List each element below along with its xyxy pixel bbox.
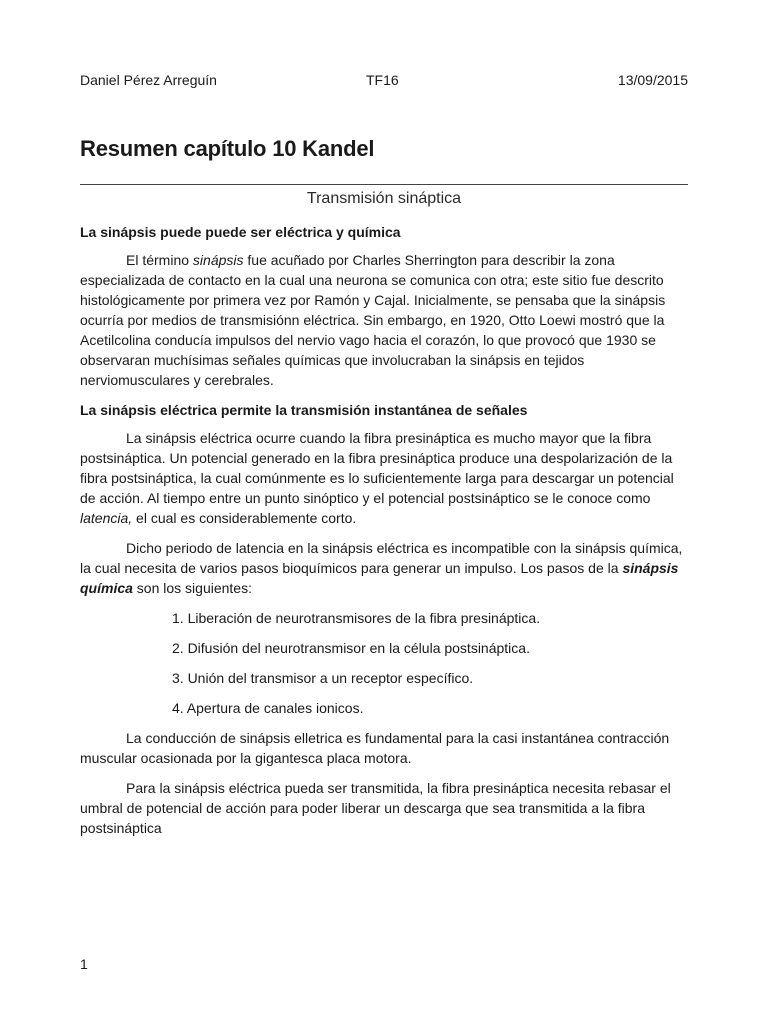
title-divider — [80, 184, 688, 185]
paragraph-text: La sinápsis eléctrica ocurre cuando la fibra presináptica es mucho mayor que la fibra postsináptica. Un potencial generado en la fibra presináptica produce una despolarización de la fibra postsináptica, la cual comúnmente es lo suficientemente larga para descargar un potencial de acción. Al tiempo entre un punto sinóptico y el potencial postsináptico se le conoce como — [80, 430, 674, 506]
paragraph-text: El término — [126, 252, 193, 268]
paragraph-electrical-synapse — [80, 428, 688, 528]
paragraph-latency — [80, 538, 688, 598]
section-heading-1: La sinápsis puede puede ser eléctrica y química — [80, 224, 401, 240]
header-course: TF16 — [366, 72, 399, 88]
header-date: 13/09/2015 — [617, 72, 688, 88]
page-number: 1 — [80, 956, 88, 972]
emphasis-text: latencia, — [80, 510, 133, 526]
paragraph-synapse-history — [80, 250, 688, 390]
paragraph-text: fue acuñado por Charles Sherrington para describir la zona especializada de contacto en la cual una neurona se comunica con otra; este sitio fue descrito histológicamente por primera vez por Ramón y Cajal. Inicialmente, se pensaba que la sinápsis ocurría por medios de transmisiónn eléctrica. Sin embargo, en 1920, Otto Loewi mostró que la Acetilcolina conducía impulsos del nervio vago hacia el corazón, lo que provocó que 1930 se observaran muchísimas señales químicas que involucraban la sinápsis en tejidos nerviomusculares y cerebrales. — [80, 252, 666, 388]
emphasis-text: sinápsis química — [80, 560, 679, 596]
paragraph-threshold: Para la sinápsis eléctrica pueda ser transmitida, la fibra presináptica necesita rebasar el umbral de potencial de acción para poder liberar un descarga que sea transmitida a la fibra postsináptica — [80, 780, 671, 836]
paragraph-muscle-contraction: La conducción de sinápsis elletrica es fundamental para la casi instantánea contracción muscular ocasionada por la gigantesca placa motora. — [80, 730, 670, 766]
document-title: Resumen capítulo 10 Kandel — [80, 136, 375, 161]
chemical-synapse-steps — [80, 608, 688, 718]
paragraph-text: son los siguientes: — [132, 580, 252, 596]
header-author: Daniel Pérez Arreguín — [80, 72, 217, 88]
paragraph-text: Dicho periodo de latencia en la sinápsis eléctrica es incompatible con la sinápsis química, la cual necesita de varios pasos bioquímicos para generar un impulso. Los pasos de la — [80, 540, 683, 576]
list-item: 3. Unión del transmisor a un receptor específico. — [172, 670, 474, 686]
document-subtitle: Transmisión sináptica — [306, 190, 462, 207]
page-header — [80, 72, 688, 92]
emphasis-text: sinápsis — [192, 252, 244, 268]
list-item: 4. Apertura de canales ionicos. — [172, 700, 364, 716]
list-item: 1. Liberación de neurotransmisores de la fibra presináptica. — [172, 610, 541, 626]
document-body — [80, 222, 688, 848]
list-item: 2. Difusión del neurotransmisor en la célula postsináptica. — [172, 640, 530, 656]
paragraph-text: el cual es considerablemente corto. — [132, 510, 357, 526]
section-heading-2: La sinápsis eléctrica permite la transmisión instantánea de señales — [80, 402, 528, 418]
